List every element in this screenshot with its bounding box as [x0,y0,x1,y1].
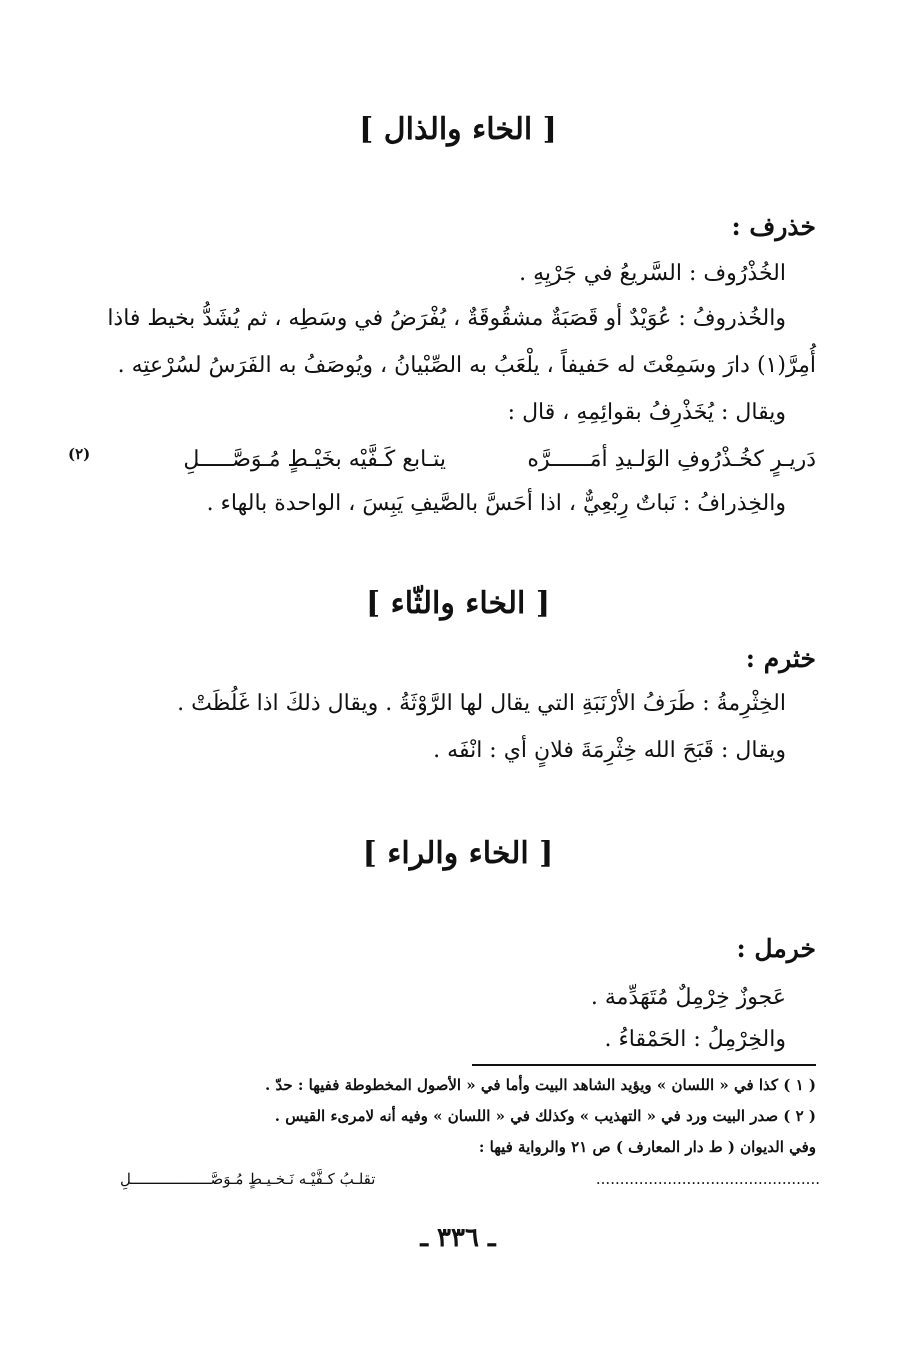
footnote-separator [472,1064,816,1066]
verse-second-hemistich: تقلـبُ كـفَّيْـه نَـخـيـطٍ مُـوَصَّــــــــــــــــــلِ [120,1170,376,1188]
entry-line: والخُذروفُ : عُوَيْدٌ أو قَصَبَةٌ مشقُوقَةٌ ، يُفْرَضُ في وسَطِه ، ثم يُشَدُّ بخيط فاذا [107,306,786,331]
entry-line: والخِرْمِلُ : الحَمْقاءُ . [604,1027,786,1052]
verse-first-hemistich: دَريـرٍ كخُـذْرُوفِ الوَلـيدِ أمَــــــرَّه [527,447,816,472]
entry-line: والخِذرافُ : نَباتٌ رِبْعِيٌّ ، اذا أحَسَّ بالصَّيفِ يَبِسَ ، الواحدة بالهاء . [206,491,786,516]
entry-line: عَجوزٌ خِرْمِلٌ مُتَهَدِّمة . [590,985,786,1010]
verse-first-hemistich: ............................................... [595,1170,820,1188]
section-heading: [ الخاء والذال ] [359,112,557,147]
footnote-marker: (٢) [68,445,91,463]
footnote: ( ١ ) كذا في « اللسان » ويؤيد الشاهد البيت وأما في « الأصول المخطوطة ففيها : حدّ . [265,1076,816,1094]
poetry-verse [68,443,816,477]
section-heading: [ الخاء والراء ] [362,836,554,871]
entry-root-word: خرمل : [736,934,816,963]
footnote: ( ٢ ) صدر البيت ورد في « التهذيب » وكذلك في « اللسان » وفيه أنه لامرىء القيس . [274,1107,816,1125]
verse-second-hemistich: يتـابع كَـفَّيْه بخَيْـطٍ مُـوَصَّـــــلِ [183,447,446,472]
section-heading: [ الخاء والثّاء ] [365,586,551,621]
footnote: وفي الديوان ( ط دار المعارف ) ص ٢١ والرواية فيها : [478,1138,816,1156]
entry-line: ويقال : يُخَذْرِفُ بقوائِمِهِ ، قال : [507,400,786,425]
entry-line: الخِثْرِمةُ : طَرَفُ الأرْنَبَةِ التي يقال لها الرَّوْثَةُ . ويقال ذلكَ اذا غَلُظَتْ . [177,691,786,716]
page-number: ـ ٣٣٦ ـ [420,1223,496,1253]
footnote-verse [120,1170,820,1196]
entry-root-word: خذرف : [731,212,816,241]
entry-root-word: خثرم : [745,644,816,673]
entry-line: ويقال : قَبَحَ الله خِثْرِمَةَ فلانٍ أي : انْفَه . [433,738,786,763]
entry-line: الخُذْرُوف : السَّريعُ في جَرْيِهِ . [519,261,786,286]
entry-line: أُمِرَّ(١) دارَ وسَمِعْتَ له حَفيفاً ، يلْعَبُ به الصِّبْيانُ ، ويُوصَفُ به الفَرَسُ لسُرْعتِه . [117,353,816,378]
